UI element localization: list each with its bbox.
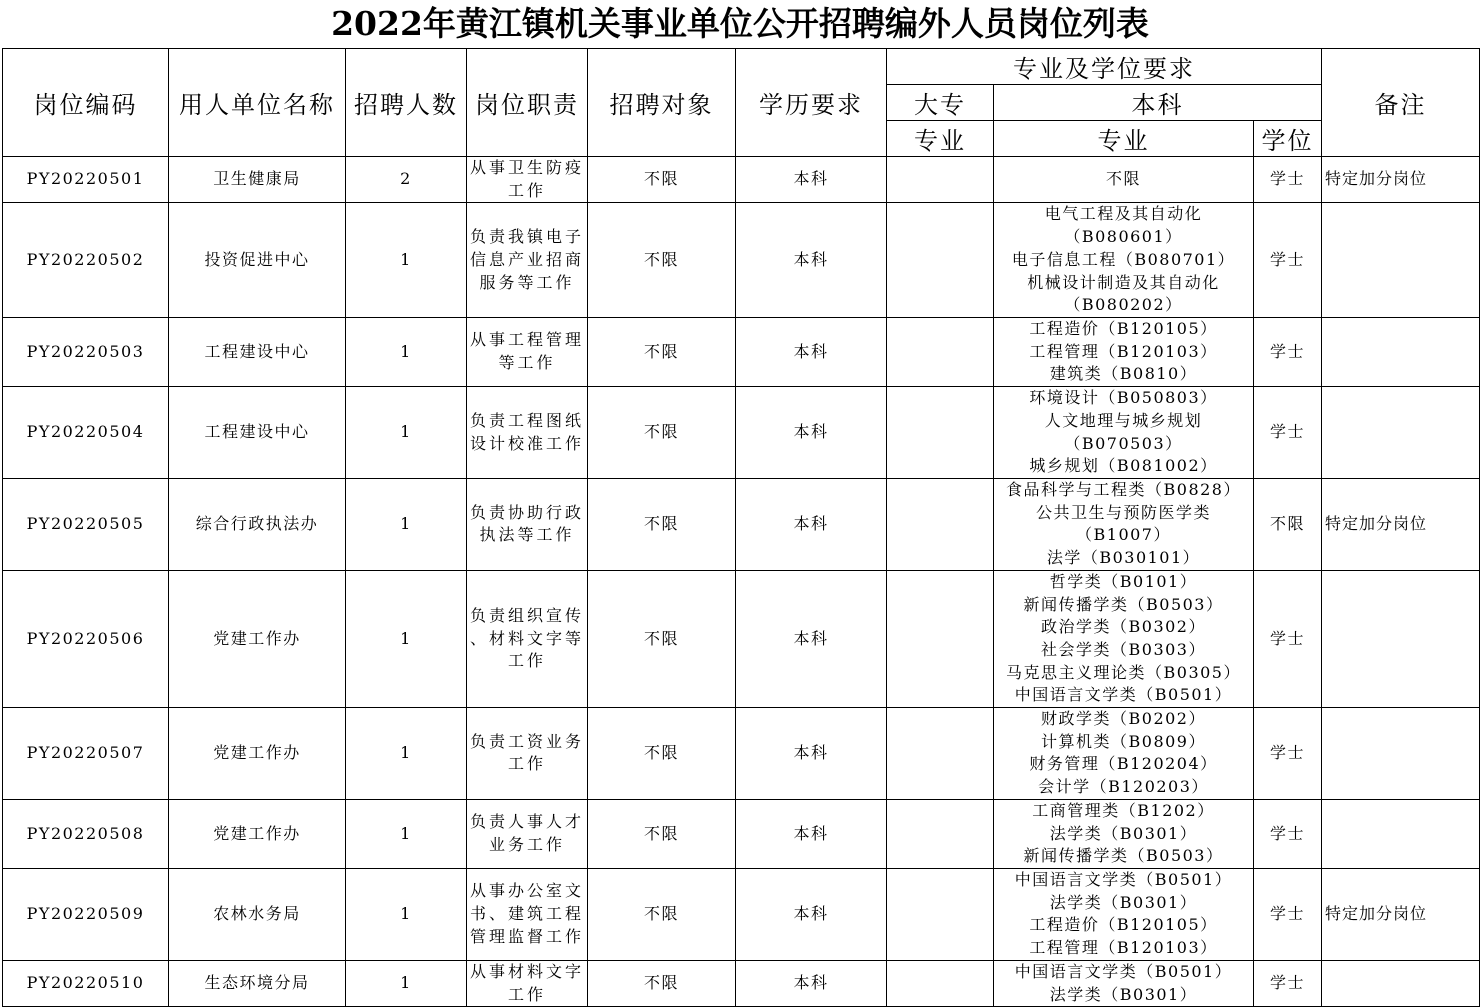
header-major-group: 专业及学位要求 xyxy=(887,49,1322,85)
header-bachelor: 本科 xyxy=(994,85,1322,121)
cell-unit: 生态环境分局 xyxy=(169,960,346,1006)
cell-degree: 学士 xyxy=(1254,157,1322,203)
cell-note xyxy=(1322,317,1480,386)
cell-code: PY20220508 xyxy=(3,799,169,868)
duty-line: 、材料文字等 xyxy=(469,628,584,648)
header-degree: 学位 xyxy=(1254,121,1322,157)
cell-target: 不限 xyxy=(588,387,736,479)
duty-line: 负责工资业务 xyxy=(469,731,584,751)
cell-education: 本科 xyxy=(736,708,887,800)
cell-target: 不限 xyxy=(588,708,736,800)
cell-unit: 工程建设中心 xyxy=(169,317,346,386)
cell-duty xyxy=(467,387,588,479)
header-junior-major: 专业 xyxy=(887,121,994,157)
duty-line: 设计校准工作 xyxy=(469,433,584,453)
header-bachelor-major: 专业 xyxy=(994,121,1254,157)
cell-education: 本科 xyxy=(736,799,887,868)
duty-line: 业务工作 xyxy=(488,834,565,854)
header-note: 备注 xyxy=(1322,49,1480,157)
cell-count: 2 xyxy=(346,157,467,203)
header-duty: 岗位职责 xyxy=(467,49,588,157)
cell-note xyxy=(1322,387,1480,479)
duty-line: 工作 xyxy=(507,651,546,671)
cell-unit: 党建工作办 xyxy=(169,708,346,800)
cell-education: 本科 xyxy=(736,157,887,203)
table-row xyxy=(3,960,1480,1006)
cell-junior-major xyxy=(887,387,994,479)
cell-target: 不限 xyxy=(588,799,736,868)
cell-major: 工商管理类（B1202） 法学类（B0301） 新闻传播学类（B0503） xyxy=(994,799,1254,868)
cell-degree: 学士 xyxy=(1254,317,1322,386)
header-junior: 大专 xyxy=(887,85,994,121)
header-code: 岗位编码 xyxy=(3,49,169,157)
table-body xyxy=(3,157,1480,1007)
cell-code: PY20220510 xyxy=(3,960,169,1006)
cell-unit: 综合行政执法办 xyxy=(169,479,346,571)
cell-count: 1 xyxy=(346,387,467,479)
cell-major: 中国语言文学类（B0501） 法学类（B0301） 工程造价（B120105） 工程管理（B120103） xyxy=(994,868,1254,960)
cell-duty xyxy=(467,708,588,800)
duty-line: 负责人事人才 xyxy=(469,812,584,832)
table-row xyxy=(3,868,1480,960)
duty-line: 从事工程管理 xyxy=(469,330,584,350)
table-row xyxy=(3,317,1480,386)
cell-target: 不限 xyxy=(588,960,736,1006)
duty-line: 书、建筑工程 xyxy=(469,904,584,924)
cell-count: 1 xyxy=(346,708,467,800)
cell-junior-major xyxy=(887,203,994,318)
table-row xyxy=(3,157,1480,203)
cell-education: 本科 xyxy=(736,868,887,960)
cell-degree: 学士 xyxy=(1254,868,1322,960)
cell-duty xyxy=(467,799,588,868)
cell-major: 中国语言文学类（B0501） 法学类（B0301） xyxy=(994,960,1254,1006)
cell-unit: 工程建设中心 xyxy=(169,387,346,479)
cell-major: 电气工程及其自动化 （B080601） 电子信息工程（B080701） 机械设计制造及其自动化 （B080202） xyxy=(994,203,1254,318)
duty-line: 信息产业招商 xyxy=(469,249,584,269)
cell-note xyxy=(1322,960,1480,1006)
cell-junior-major xyxy=(887,157,994,203)
cell-education: 本科 xyxy=(736,570,887,707)
cell-note: 特定加分岗位 xyxy=(1322,157,1480,203)
header-education: 学历要求 xyxy=(736,49,887,157)
cell-target: 不限 xyxy=(588,317,736,386)
cell-unit: 投资促进中心 xyxy=(169,203,346,318)
duty-line: 从事办公室文 xyxy=(469,881,584,901)
cell-target: 不限 xyxy=(588,479,736,571)
cell-count: 1 xyxy=(346,960,467,1006)
cell-major: 工程造价（B120105） 工程管理（B120103） 建筑类（B0810） xyxy=(994,317,1254,386)
cell-junior-major xyxy=(887,708,994,800)
cell-note xyxy=(1322,799,1480,868)
cell-degree: 学士 xyxy=(1254,708,1322,800)
duty-line: 负责工程图纸 xyxy=(469,410,584,430)
duty-line: 从事卫生防疫 xyxy=(469,158,584,177)
cell-code: PY20220504 xyxy=(3,387,169,479)
duty-line: 服务等工作 xyxy=(479,272,575,292)
cell-note xyxy=(1322,708,1480,800)
cell-duty xyxy=(467,570,588,707)
cell-junior-major xyxy=(887,479,994,571)
header-target: 招聘对象 xyxy=(588,49,736,157)
cell-code: PY20220509 xyxy=(3,868,169,960)
cell-note: 特定加分岗位 xyxy=(1322,479,1480,571)
duty-line: 负责组织宣传 xyxy=(469,605,584,625)
cell-target: 不限 xyxy=(588,157,736,203)
cell-degree: 学士 xyxy=(1254,387,1322,479)
duty-line: 等工作 xyxy=(498,352,556,372)
cell-count: 1 xyxy=(346,570,467,707)
cell-note xyxy=(1322,203,1480,318)
duty-line: 工作 xyxy=(507,754,546,774)
cell-count: 1 xyxy=(346,203,467,318)
duty-line: 工作 xyxy=(507,984,546,1004)
cell-duty xyxy=(467,317,588,386)
table-row xyxy=(3,479,1480,571)
table-row xyxy=(3,387,1480,479)
duty-line: 执法等工作 xyxy=(479,525,575,545)
cell-count: 1 xyxy=(346,479,467,571)
table-row xyxy=(3,708,1480,800)
cell-count: 1 xyxy=(346,317,467,386)
cell-code: PY20220503 xyxy=(3,317,169,386)
cell-note xyxy=(1322,570,1480,707)
cell-degree: 学士 xyxy=(1254,960,1322,1006)
duty-line: 负责协助行政 xyxy=(469,502,584,522)
cell-target: 不限 xyxy=(588,868,736,960)
cell-degree: 不限 xyxy=(1254,479,1322,571)
cell-duty xyxy=(467,868,588,960)
cell-target: 不限 xyxy=(588,203,736,318)
cell-degree: 学士 xyxy=(1254,570,1322,707)
cell-degree: 学士 xyxy=(1254,203,1322,318)
table-row xyxy=(3,203,1480,318)
cell-duty xyxy=(467,157,588,203)
cell-major: 哲学类（B0101） 新闻传播学类（B0503） 政治学类（B0302） 社会学类（B0303） 马克思主义理论类（B0305） 中国语言文学类（B0501） xyxy=(994,570,1254,707)
cell-unit: 农林水务局 xyxy=(169,868,346,960)
cell-major: 环境设计（B050803） 人文地理与城乡规划 （B070503） 城乡规划（B081002） xyxy=(994,387,1254,479)
cell-education: 本科 xyxy=(736,479,887,571)
cell-duty xyxy=(467,203,588,318)
cell-major: 财政学类（B0202） 计算机类（B0809） 财务管理（B120204） 会计学（B120203） xyxy=(994,708,1254,800)
cell-duty xyxy=(467,479,588,571)
cell-duty xyxy=(467,960,588,1006)
table-header xyxy=(3,49,1480,157)
cell-target: 不限 xyxy=(588,570,736,707)
cell-unit: 党建工作办 xyxy=(169,570,346,707)
header-unit: 用人单位名称 xyxy=(169,49,346,157)
cell-junior-major xyxy=(887,317,994,386)
cell-unit: 党建工作办 xyxy=(169,799,346,868)
table-row xyxy=(3,799,1480,868)
table-row xyxy=(3,570,1480,707)
cell-count: 1 xyxy=(346,868,467,960)
cell-unit: 卫生健康局 xyxy=(169,157,346,203)
positions-table xyxy=(2,48,1480,1007)
cell-degree: 学士 xyxy=(1254,799,1322,868)
page-title: 2022年黄江镇机关事业单位公开招聘编外人员岗位列表 xyxy=(331,4,1149,43)
cell-junior-major xyxy=(887,868,994,960)
cell-junior-major xyxy=(887,799,994,868)
cell-code: PY20220501 xyxy=(3,157,169,203)
header-count: 招聘人数 xyxy=(346,49,467,157)
cell-major: 不限 xyxy=(994,157,1254,203)
cell-education: 本科 xyxy=(736,387,887,479)
cell-code: PY20220507 xyxy=(3,708,169,800)
cell-junior-major xyxy=(887,960,994,1006)
cell-education: 本科 xyxy=(736,317,887,386)
duty-line: 从事材料文字 xyxy=(469,961,584,981)
cell-code: PY20220505 xyxy=(3,479,169,571)
cell-education: 本科 xyxy=(736,960,887,1006)
cell-count: 1 xyxy=(346,799,467,868)
cell-note: 特定加分岗位 xyxy=(1322,868,1480,960)
cell-junior-major xyxy=(887,570,994,707)
cell-code: PY20220506 xyxy=(3,570,169,707)
cell-code: PY20220502 xyxy=(3,203,169,318)
duty-line: 负责我镇电子 xyxy=(469,227,584,247)
cell-major: 食品科学与工程类（B0828） 公共卫生与预防医学类 （B1007） 法学（B030101） xyxy=(994,479,1254,571)
cell-education: 本科 xyxy=(736,203,887,318)
duty-line: 工作 xyxy=(507,180,546,200)
duty-line: 管理监督工作 xyxy=(469,926,584,946)
